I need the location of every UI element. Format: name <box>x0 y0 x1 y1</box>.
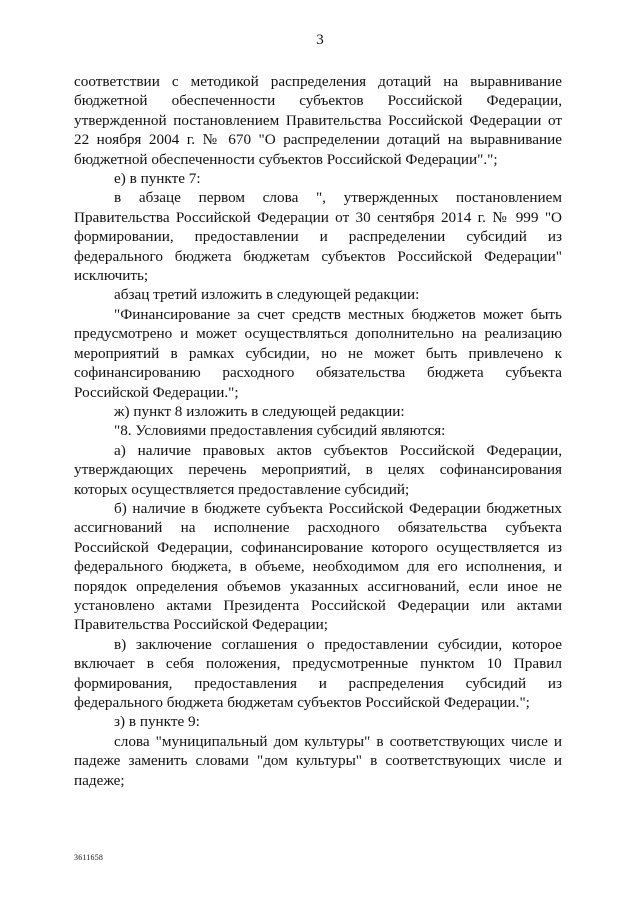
paragraph-condition-v: в) заключение соглашения о предоставлении субсидии, которое включает в себя положения, предусмотренные пунктом 10 Правил формирования, предоставления и распределения субсидий из федерального бюджета бюджетам субъектов Российской Федерации."; <box>74 635 562 711</box>
paragraph-third-abzac-intro: абзац третий изложить в следующей редакции: <box>114 286 420 304</box>
document-body <box>74 72 562 790</box>
paragraph-condition-a: а) наличие правовых актов субъектов Российской Федерации, утверждающих перечень мероприятий, в целях софинансирования которых осуществляется предоставление субсидий; <box>74 441 562 498</box>
paragraph-conditions-heading: "8. Условиями предоставления субсидий являются: <box>114 422 446 440</box>
paragraph-first-abzac: в абзаце первом слова ", утвержденных постановлением Правительства Российской Федерации от 30 сентября 2014 г. № 999 "О формировании, предоставлении и распределении субсидий из федерального бюджета бюджетам субъектов Российской Федерации" исключить; <box>74 189 562 285</box>
paragraph-financing: "Финансирование за счет средств местных бюджетов может быть предусмотрено и может осуществляться дополнительно на реализацию мероприятий в рамках субсидии, но не может быть привлечено к софинансированию расходного обязательства бюджета субъекта Российской Федерации."; <box>74 305 562 401</box>
page-number: 3 <box>316 32 324 48</box>
paragraph-words-replace: слова "муниципальный дом культуры" в соответствующих числе и падеже заменить словами "дом культуры" в соответствующих числе и падеже; <box>74 732 562 789</box>
paragraph-item-e: е) в пункте 7: <box>114 170 201 188</box>
paragraph-item-z: з) в пункте 9: <box>114 713 200 731</box>
paragraph-condition-b: б) наличие в бюджете субъекта Российской Федерации бюджетных ассигнований на исполнение расходного обязательства субъекта Российской Федерации, софинансирование которого осуществляется из федерального бюджета, в объеме, необходимом для его исполнения, и порядок определения объемов указанных ассигнований, если иное не установлено актами Президента Российской Федерации или актами Правительства Российской Федерации; <box>74 499 562 634</box>
document-code: 3611658 <box>74 853 104 862</box>
paragraph-item-zh: ж) пункт 8 изложить в следующей редакции: <box>114 402 405 420</box>
paragraph-continuation: соответствии с методикой распределения дотаций на выравнивание бюджетной обеспеченности субъектов Российской Федерации, утвержденной постановлением Правительства Российской Федерации от 22 ноября 2004 г. № 670 "О распределении дотаций на выравнивание бюджетной обеспеченности субъектов Российской Федерации"."; <box>74 73 562 168</box>
